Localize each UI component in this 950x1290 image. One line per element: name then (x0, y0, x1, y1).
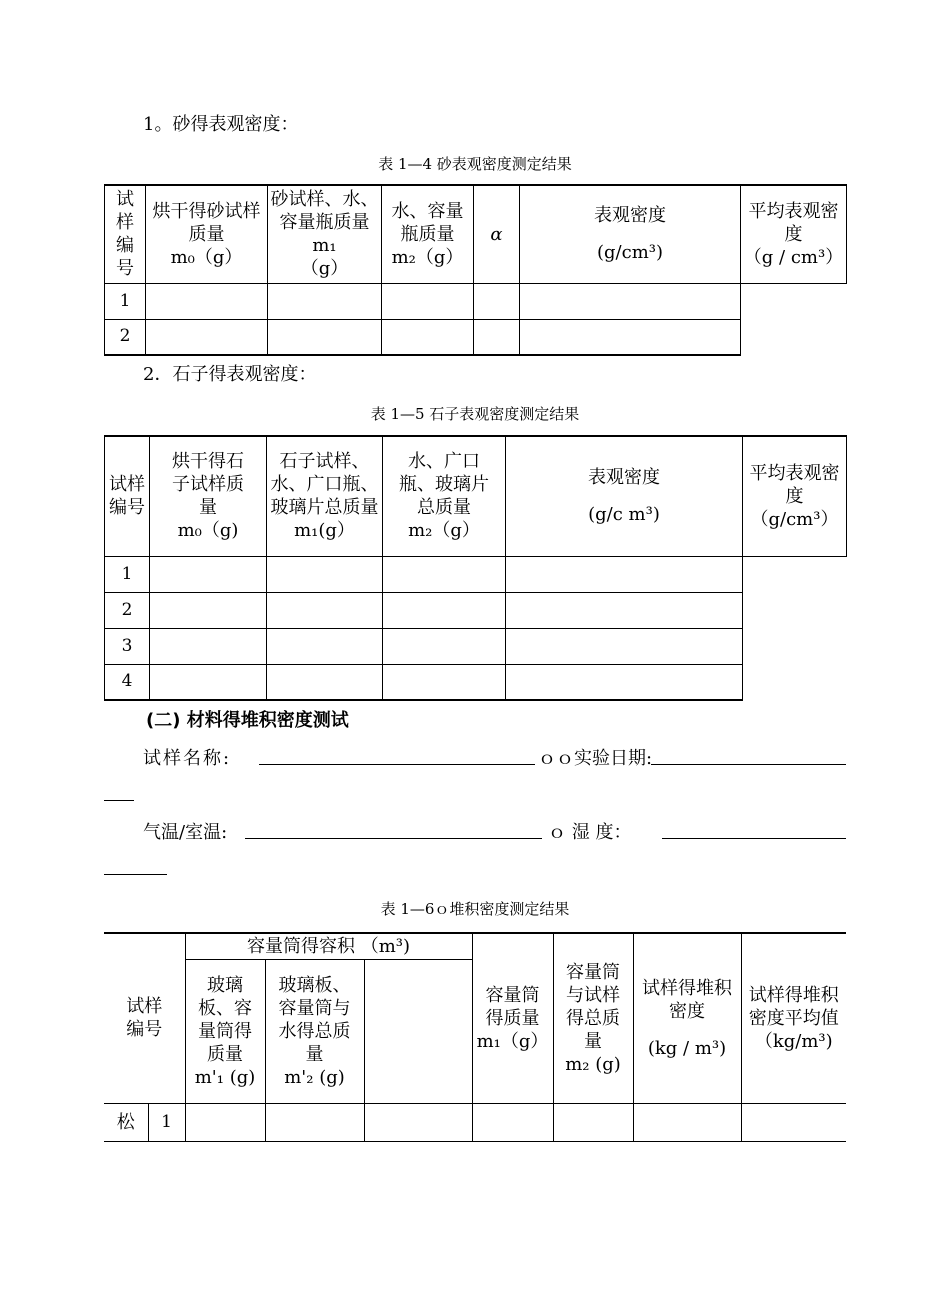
temperature-field[interactable] (245, 838, 542, 839)
table-cell (146, 319, 268, 355)
table-cell (472, 1103, 553, 1141)
header-m1-prime: 玻璃板、容量筒得质量 m'₁ (g) (185, 959, 265, 1103)
table-cell (520, 319, 741, 355)
table-cell (383, 556, 506, 592)
avg-cell (743, 556, 847, 700)
table-cell (741, 1103, 846, 1141)
humidity-label: ｏ 湿 度： (548, 822, 632, 843)
test-date-label: ｏｏ实验日期: (538, 748, 653, 769)
sand-density-table (104, 184, 847, 356)
table-cell (267, 592, 383, 628)
table-cell (383, 664, 506, 700)
row-number: 2 (105, 592, 150, 628)
table-cell (382, 283, 474, 319)
header-m2: 水、广口瓶、玻璃片总质量 m₂（g） (383, 436, 506, 556)
humidity-field[interactable] (662, 838, 846, 839)
header-m1: 砂试样、水、容量瓶质量 m₁ （g） (268, 185, 382, 283)
sample-name-field[interactable] (259, 764, 535, 765)
row-label-loose: 松 (104, 1103, 148, 1141)
header-bulk-density: 试样得堆积密度 (kg / m³) (633, 933, 741, 1103)
table-cell (267, 664, 383, 700)
header-sample-no: 试样编号 (105, 436, 150, 556)
bulk-density-table (104, 932, 846, 1142)
header-alpha: α (474, 185, 520, 283)
table-cell (185, 1103, 265, 1141)
table-cell (553, 1103, 633, 1141)
header-container-volume: 容量筒得容积 （m³) (185, 933, 472, 959)
table3-caption: 表 1—6ｏ堆积密度测定结果 (380, 900, 570, 918)
header-volume-blank (364, 959, 472, 1103)
table-cell (520, 283, 741, 319)
table-cell (268, 319, 382, 355)
row-number: 3 (105, 628, 150, 664)
section1-heading: 1。砂得表观密度： (143, 114, 299, 135)
table-cell (146, 283, 268, 319)
header-m2: 水、容量瓶质量 m₂（g） (382, 185, 474, 283)
row-number: 1 (148, 1103, 185, 1141)
table-cell (506, 556, 743, 592)
header-total-mass: 容量筒与试样得总质量 m₂ (g) (553, 933, 633, 1103)
table-cell (150, 664, 267, 700)
header-sample-no: 试样编号 (104, 933, 185, 1103)
table-cell (150, 556, 267, 592)
test-date-field-continuation (104, 800, 134, 801)
header-container-mass: 容量筒得质量 m₁（g） (472, 933, 553, 1103)
row-number: 4 (105, 664, 150, 700)
table-cell (268, 283, 382, 319)
section2-heading: 2．石子得表观密度： (143, 364, 317, 385)
table-cell (506, 664, 743, 700)
header-dry-mass: 烘干得石子试样质量 m₀（g) (150, 436, 267, 556)
temperature-label: 气温/室温: (143, 822, 228, 843)
sample-name-label: 试样名称: (143, 748, 232, 769)
header-apparent-density: 表观密度 (g/cm³) (520, 185, 741, 283)
table-cell (364, 1103, 472, 1141)
header-sample-no: 试样编号 (105, 185, 146, 283)
header-m1: 石子试样、水、广口瓶、玻璃片总质量 m₁(g） (267, 436, 383, 556)
table-cell (383, 592, 506, 628)
section3-heading: (二) 材料得堆积密度测试 (146, 710, 349, 731)
row-number: 2 (105, 319, 146, 355)
table-cell (267, 628, 383, 664)
table-cell (267, 556, 383, 592)
table-cell (506, 628, 743, 664)
header-apparent-density: 表观密度 (g/c m³) (506, 436, 743, 556)
avg-cell (741, 283, 847, 355)
row-number: 1 (105, 556, 150, 592)
table-cell (506, 592, 743, 628)
table2-caption: 表 1—5 石子表观密度测定结果 (370, 405, 580, 423)
humidity-field-continuation (104, 874, 167, 875)
header-avg-bulk-density: 试样得堆积密度平均值 （kg/m³) (741, 933, 846, 1103)
header-dry-mass: 烘干得砂试样质量 m₀（g） (146, 185, 268, 283)
header-m2-prime: 玻璃板、容量筒与水得总质量 m'₂ (g) (265, 959, 364, 1103)
table1-caption: 表 1—4 砂表观密度测定结果 (378, 155, 572, 173)
row-number: 1 (105, 283, 146, 319)
table-cell (382, 319, 474, 355)
table-cell (383, 628, 506, 664)
table-cell (265, 1103, 364, 1141)
test-date-field[interactable] (651, 764, 846, 765)
stone-density-table (104, 435, 847, 701)
table-cell (474, 283, 520, 319)
table-cell (150, 592, 267, 628)
header-avg-density: 平均表观密度 （g/cm³） (743, 436, 847, 556)
table-cell (150, 628, 267, 664)
table-cell (474, 319, 520, 355)
table-cell (633, 1103, 741, 1141)
header-avg-density: 平均表观密度 （g / cm³） (741, 185, 847, 283)
